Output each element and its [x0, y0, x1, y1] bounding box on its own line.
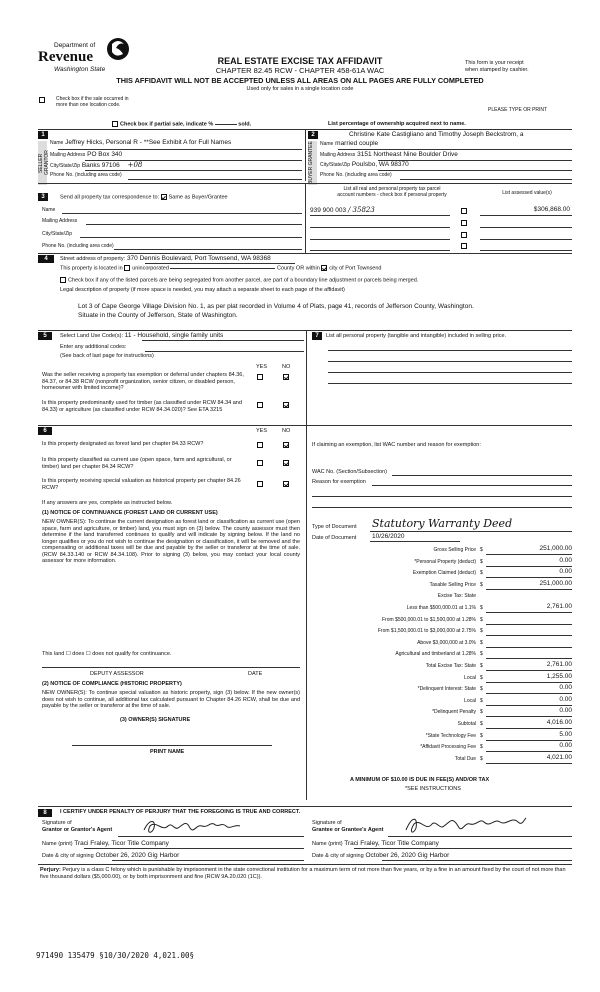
partial-sale-checkbox[interactable] [112, 121, 118, 127]
notice1-text: NEW OWNER(S): To continue the current designation as forest land or classification as current use (open space, farm and agriculture, or timber) land, you must sign on (3) below. The county assessor must then determine if the land transferred continues to qualify and will indicate by signing below. If the land no longer qualifies or you do not wish to continue the designation or classification, it will be removed and the compensating or additional taxes will be due and payable by the seller or transferor at the time of sale. (RCW 84.33.140 or RCW 84.34.108). Prior to signing (3) below, you may contact your local county assessor for more information. [42, 519, 300, 564]
see-instructions: *SEE INSTRUCTIONS [405, 786, 461, 792]
s6-question-1: Is this property designated as forest land per chapter 84.33 RCW? [42, 441, 204, 447]
tax-row-value[interactable]: 1,255.00 [546, 672, 572, 680]
grantor-signature[interactable] [138, 814, 248, 838]
segregated-checkbox[interactable] [60, 277, 66, 283]
logo-revenue: Revenue [38, 49, 93, 65]
tax-row-line [486, 612, 572, 613]
within-city-checkbox[interactable] [321, 265, 327, 271]
buyer-name-row [320, 140, 378, 148]
buyer-city-label: City/State/Zip [320, 162, 351, 168]
tax-row [310, 615, 572, 626]
s6-q1-yes-checkbox[interactable] [257, 442, 263, 448]
tax-row-currency: $ [480, 628, 483, 635]
s5-question-1: Was the seller receiving a property tax exemption or deferral under chapters 84.36, 84.37, or 84.38 RCW (nonprofit organization, senior citizen, or disabled person, homeowner with limited income)? [42, 372, 244, 391]
tax-row-currency: $ [480, 581, 483, 588]
s6-q2-no-checkbox[interactable] [283, 460, 289, 466]
buyer-side-label: BUYER GRANTEE [308, 141, 317, 185]
section-7-badge: 7 [312, 332, 322, 340]
wac-label: WAC No. (Section/Subsection) [312, 469, 387, 475]
sold-label: sold. [238, 121, 252, 128]
tax-row-line [486, 589, 572, 590]
seller-city-label: City/State/Zip [50, 163, 81, 169]
tax-row-line [486, 763, 572, 764]
tax-row-line [486, 554, 572, 555]
buyer-mailing-row [320, 151, 458, 159]
tax-row-currency: $ [480, 570, 483, 577]
tax-row-value[interactable]: 2,761.00 [546, 603, 572, 610]
tax-row-label: Excise Tax: State [437, 593, 476, 600]
tax-row-line [486, 716, 572, 717]
footer-stamp: 971490 135479 §10/30/2020 4,021.00§ [36, 951, 195, 960]
seller-name-label: Name [50, 140, 64, 146]
additional-codes-label: Enter any additional codes: [60, 344, 127, 350]
seller-city[interactable]: Banks 97106 [81, 162, 120, 169]
tax-row-currency: $ [480, 639, 483, 646]
tax-row-line [486, 693, 572, 694]
legal-label: Legal description of property (if more space is needed, you may attach a separate sheet to each page of the affidavit) [60, 287, 345, 293]
tax-row-line [486, 670, 572, 671]
land-use-label: Select Land Use Code(s): [60, 333, 123, 339]
tax-row-label: *Delinquent Penalty [432, 709, 476, 716]
send-label: Send all property tax correspondence to: [60, 194, 160, 201]
s5-q1-no-checkbox[interactable] [283, 374, 289, 380]
tax-row-line [486, 751, 572, 752]
tax-row [310, 673, 572, 684]
tax-row-currency: $ [480, 547, 483, 553]
grantee-name[interactable]: Traci Fraley, Ticor Title Company [344, 840, 439, 847]
tax-row-line [486, 728, 572, 729]
form-note: Used only for sales in a single location code [246, 86, 354, 92]
tax-row-currency: $ [480, 663, 483, 669]
tax-row-line [486, 658, 572, 659]
tax-row-label: Total Due [454, 755, 476, 762]
tax-row-label: Local [464, 697, 476, 704]
perjury-label: Perjury: [40, 867, 61, 873]
street-address[interactable]: 370 Dennis Boulevard, Port Townsend, WA 98368 [126, 255, 271, 262]
grantor-date[interactable]: October 26, 2020 Gig Harbor [95, 852, 180, 859]
seller-mailing[interactable]: PO Box 340 [87, 151, 123, 158]
multi-location-checkbox[interactable] [39, 97, 45, 103]
seller-city-annotation: +08 [127, 161, 143, 169]
partial-sale-row [112, 121, 251, 128]
s3-city-label: City/State/Zip [42, 231, 73, 237]
tax-row-value[interactable]: 5.00 [559, 730, 572, 738]
section-1-badge: 1 [38, 131, 48, 139]
personal-property-label: List all personal property (tangible and intangible) included in selling price. [326, 333, 507, 339]
see-back-label: (See back of last page for instructions) [60, 353, 154, 359]
tax-row-label: Gross Selling Price [433, 547, 476, 553]
doc-date[interactable]: 10/26/2020 [372, 533, 405, 540]
tax-row-currency: $ [480, 558, 483, 565]
section-4-badge: 4 [38, 255, 54, 263]
s6-q2-yes-checkbox[interactable] [257, 460, 263, 466]
buyer-name-line1[interactable]: Christine Kate Castigliano and Timothy Joseph Beckstrom, a [349, 131, 524, 138]
tax-row [310, 719, 572, 730]
legal-description-1[interactable]: Lot 3 of Cape George Village Division No. 1, as per plat recorded in Volume 4 of Plats, page 41, records of Jefferson County, Washington. [78, 303, 474, 310]
s3-phone-label: Phone No. (including area code) [42, 243, 114, 249]
tax-row-label: Above $3,000,000 at 3.0% [417, 639, 476, 646]
s5-question-2: Is this property predominantly used for timber (as classified under RCW 84.34 and 84.33) or agriculture (as classified under RCW 84.34.020)? See ETA 3215 [42, 400, 242, 413]
print-name-label: PRINT NAME [150, 749, 185, 755]
notice2-title: (2) NOTICE OF COMPLIANCE (HISTORIC PROPERTY) [42, 681, 182, 687]
notice1-title: (1) NOTICE OF CONTINUANCE (FOREST LAND OR CURRENT USE) [42, 510, 218, 516]
tax-row [310, 696, 572, 707]
tax-row-line [486, 740, 572, 741]
seller-side-label: SELLER GRANTOR [38, 141, 47, 185]
tax-row [310, 545, 572, 556]
tax-row-label: *Personal Property (deduct) [414, 558, 476, 565]
land-use-row [60, 332, 223, 340]
if-yes-label: If any answers are yes, complete as instructed below. [42, 500, 173, 506]
tax-row [310, 603, 572, 614]
tax-row [310, 568, 572, 579]
tax-row [310, 591, 572, 602]
minimum-note: A MINIMUM OF $10.00 IS DUE IN FEE(S) AND/OR TAX [350, 777, 490, 783]
section-2-badge: 2 [308, 131, 318, 139]
reason-label: Reason for exemption [312, 479, 366, 485]
receipt-note-1: This form is your receipt [465, 60, 524, 66]
personal-property-checkbox-2[interactable] [461, 220, 467, 226]
tax-row-label: Subtotal [457, 721, 476, 727]
tax-row-label: From $1,500,000.01 to $3,000,000 at 2.75% [377, 628, 476, 635]
tax-row-value[interactable]: 251,000.00 [539, 579, 572, 587]
street-row [60, 255, 271, 263]
s6-no: NO [282, 428, 291, 434]
form-title: REAL ESTATE EXCISE TAX AFFIDAVIT [217, 56, 383, 66]
tax-row [310, 707, 572, 718]
grantee-date-row [312, 852, 449, 860]
same-as-label: Same as Buyer/Grantee [168, 194, 228, 201]
doc-type-label: Type of Document [312, 524, 357, 530]
tax-row [310, 731, 572, 742]
s6-yes: YES [256, 428, 268, 434]
s5-q2-yes-checkbox[interactable] [257, 402, 263, 408]
section-3-badge: 3 [38, 193, 48, 201]
tax-row-currency: $ [480, 616, 483, 623]
parcel-number[interactable]: 939 900 003 [310, 207, 347, 214]
land-use-code[interactable]: 11 - Household, single family units [124, 332, 224, 339]
grantee-sig-label-1: Signature of [312, 820, 342, 826]
parcel-row [310, 206, 375, 215]
buyer-name-line2[interactable]: married couple [335, 140, 379, 147]
ownership-pct-label: List percentage of ownership acquired next to name. [328, 121, 466, 127]
notice2-text: NEW OWNER(S): To continue special valuation as historic property, sign (3) below. If the new owner(s) does not wish to continue, all additional tax calculated pursuant to Chapter 84.26 RCW, shall be due and payable by the seller or transferor at the time of sale. [42, 690, 300, 709]
s6-question-3: Is this property receiving special valuation as historical property per chapter 84.26 RCW? [42, 478, 241, 491]
s5-q2-no-checkbox[interactable] [283, 402, 289, 408]
tax-row-label: Less than $500,000.01 at 1.1% [406, 605, 476, 611]
county-or-within-label: County OR within [276, 265, 320, 272]
buyer-city[interactable]: Poulsbo, WA 98370 [351, 161, 409, 168]
tax-row [310, 557, 572, 568]
tax-row-line [486, 647, 572, 648]
please-type: PLEASE TYPE OR PRINT [488, 107, 548, 113]
seller-name-row [50, 139, 231, 147]
tax-row-value[interactable]: 2,761.00 [546, 661, 572, 668]
unincorporated-label: unincorporated [132, 265, 169, 272]
tax-row-label: *Affidavit Processing Fee [420, 744, 476, 751]
tax-row-line [486, 566, 572, 567]
parcel-header [312, 186, 472, 198]
tax-row-line [486, 682, 572, 683]
tax-row-label: *Delinquent Interest: State [417, 686, 476, 693]
section-5-badge: 5 [38, 332, 52, 340]
tax-row-label: Total Excise Tax: State [425, 663, 476, 669]
segregated-label: Check box if any of the listed parcels are being segregated from another parcel, are part of a boundary line adjustment or parcels being merged. [68, 277, 419, 284]
s5-yes: YES [256, 364, 268, 370]
tax-row-currency: $ [480, 686, 483, 693]
tax-row [310, 638, 572, 649]
tax-row [310, 684, 572, 695]
buyer-mailing[interactable]: 3151 Northeast Nine Boulder Drive [357, 151, 458, 158]
tax-row-value[interactable]: 4,016.00 [546, 719, 572, 726]
seller-mailing-row [50, 151, 122, 159]
grantee-name-row [312, 840, 439, 848]
seller-city-row [50, 161, 142, 170]
tax-row-value[interactable]: 4,021.00 [546, 753, 572, 761]
tax-row-value[interactable]: 251,000.00 [539, 545, 572, 552]
street-label: Street address of property: [60, 256, 126, 262]
grantor-name-row [42, 840, 169, 848]
s5-no: NO [282, 364, 291, 370]
location-row [60, 265, 381, 272]
grantor-sig-label-2: Grantor or Grantor's Agent [42, 827, 113, 833]
parcel-header-1: List all real and personal property tax parcel [343, 186, 441, 192]
seller-name[interactable]: Jeffrey Hicks, Personal R - **See Exhibit A for Full Names [65, 139, 232, 146]
grantor-date-label: Date & city of signing [42, 853, 94, 859]
s6-q3-yes-checkbox[interactable] [257, 481, 263, 487]
s6-q1-no-checkbox[interactable] [283, 442, 289, 448]
buyer-phone-label: Phone No. (including area code) [320, 172, 392, 178]
perjury-notice [40, 867, 572, 880]
grantee-date-label: Date & city of signing [312, 853, 364, 859]
legal-description-2[interactable]: Situate in the County of Jefferson, State of Washington. [78, 312, 238, 319]
tax-row [310, 754, 572, 765]
tax-row-currency: $ [480, 732, 483, 739]
tax-row-label: Local [464, 674, 476, 681]
tax-row-label: From $500,000.01 to $1,500,000 at 1.28% [382, 616, 476, 623]
tax-row-currency: $ [480, 697, 483, 704]
tax-row-label: Taxable Selling Price [429, 581, 476, 588]
same-as-buyer-checkbox[interactable] [161, 194, 167, 200]
buyer-mailing-label: Mailing Address [320, 152, 356, 158]
tax-row-line [486, 624, 572, 625]
assessor-date-label: DATE [248, 671, 263, 677]
multi-location-label-2: more than one location code. [56, 102, 121, 108]
assessed-header: List assessed value(s) [502, 190, 552, 196]
tax-row-currency: $ [480, 721, 483, 727]
grantee-sig-label-2: Grantee or Grantee's Agent [312, 827, 384, 833]
city-of-label: city of Port Townsend [329, 265, 382, 272]
grantor-name-label: Name (print) [42, 841, 73, 847]
tax-row-currency: $ [480, 674, 483, 681]
perjury-text: Perjury is a class C felony which is punishable by imprisonment in the state correctional institution for a maximum term of not more than five years, or by a fine in an amount fixed by the court of not more than five thousand dollars ($5,000.00), or by both imprisonment and fine (RCW 9A.20.020 (1C)). [40, 867, 566, 880]
tax-row-label: Agricultural and timberland at 1.28% [395, 651, 476, 658]
seller-phone-label: Phone No. (including area code) [50, 172, 122, 178]
s3-mailing-label: Mailing Address [42, 218, 78, 224]
section-8-badge: 8 [38, 809, 52, 817]
tax-row-currency: $ [480, 605, 483, 611]
tax-row-value[interactable]: 0.00 [559, 556, 572, 564]
logo-washington: Washington State [54, 66, 106, 73]
grantor-sig-label-1: Signature of [42, 820, 72, 826]
grantor-name[interactable]: Traci Fraley, Ticor Title Company [74, 840, 169, 847]
certify-label: I CERTIFY UNDER PENALTY OF PERJURY THAT THE FOREGOING IS TRUE AND CORRECT. [60, 809, 301, 815]
form-warning: THIS AFFIDAVIT WILL NOT BE ACCEPTED UNLESS ALL AREAS ON ALL PAGES ARE FULLY COMPLETED [116, 76, 484, 85]
assessed-value[interactable]: $306,868.00 [533, 206, 570, 213]
grantee-name-label: Name (print) [312, 841, 343, 847]
grantee-signature[interactable] [400, 812, 530, 838]
doc-type[interactable]: Statutory Warranty Deed [372, 517, 513, 530]
tax-row-value[interactable]: 0.00 [559, 742, 572, 750]
tax-row-value[interactable]: 0.00 [559, 695, 572, 703]
doc-date-label: Date of Document [312, 535, 357, 541]
located-in-label: This property is located in [60, 265, 123, 272]
tax-row-value[interactable]: 0.00 [559, 707, 572, 715]
tax-row-currency: $ [480, 744, 483, 751]
section-6-badge: 6 [38, 427, 52, 435]
grantor-date-row [42, 852, 179, 860]
seller-mailing-label: Mailing Address [50, 152, 86, 158]
receipt-note-2: when stamped by cashier. [465, 67, 529, 73]
s6-question-2: Is this property classified as current use (open space, farm and agricultural, or timber) land per chapter 84.34 RCW? [42, 457, 232, 470]
tax-row-value[interactable]: 0.00 [559, 568, 572, 576]
form-subtitle: CHAPTER 82.45 RCW - CHAPTER 458-61A WAC [215, 66, 385, 75]
personal-property-checkbox-1[interactable] [461, 208, 467, 214]
deputy-assessor-label: DEPUTY ASSESSOR [90, 671, 144, 677]
tax-row [310, 661, 572, 672]
tax-row-label: Exemption Claimed (deduct) [412, 570, 476, 577]
tax-row-line [486, 635, 572, 636]
parcel-header-2: account numbers - check box if personal property [337, 192, 447, 198]
land-qualifies-label: This land ☐ does ☐ does not qualify for continuance. [42, 651, 172, 657]
s5-q1-yes-checkbox[interactable] [257, 374, 263, 380]
buyer-city-row [320, 161, 409, 169]
tax-row [310, 626, 572, 637]
personal-property-checkbox-4[interactable] [461, 243, 467, 249]
multi-location-label-1: Check box if the sale occurred in [56, 96, 129, 102]
logo-emblem-icon [106, 36, 130, 62]
tax-row-label: *State Technology Fee [425, 732, 476, 739]
s6-q3-no-checkbox[interactable] [283, 481, 289, 487]
dor-logo [34, 36, 134, 76]
exemption-claim-label: If claiming an exemption, list WAC number and reason for exemption: [312, 442, 481, 448]
tax-row-line [486, 577, 572, 578]
tax-row-currency: $ [480, 755, 483, 762]
parcel-handwritten: / 35823 [347, 206, 375, 214]
tax-row [310, 649, 572, 660]
correspondence-row [60, 194, 228, 201]
partial-sale-label: Check box if partial sale, indicate % [120, 121, 214, 128]
tax-row-currency: $ [480, 709, 483, 716]
logo-department: Department of [54, 42, 96, 49]
grantee-date[interactable]: October 26, 2020 Gig Harbor [365, 852, 450, 859]
tax-row-line [486, 705, 572, 706]
unincorporated-checkbox[interactable] [124, 265, 130, 271]
s3-name-label: Name [42, 207, 56, 213]
tax-row-value[interactable]: 0.00 [559, 684, 572, 692]
segregated-row [60, 277, 418, 284]
tax-row [310, 742, 572, 753]
owner-signature-label: (3) OWNER(S) SIGNATURE [120, 717, 191, 723]
buyer-name-label: Name [320, 141, 334, 147]
tax-row [310, 580, 572, 591]
tax-row-currency: $ [480, 651, 483, 658]
personal-property-checkbox-3[interactable] [461, 232, 467, 238]
